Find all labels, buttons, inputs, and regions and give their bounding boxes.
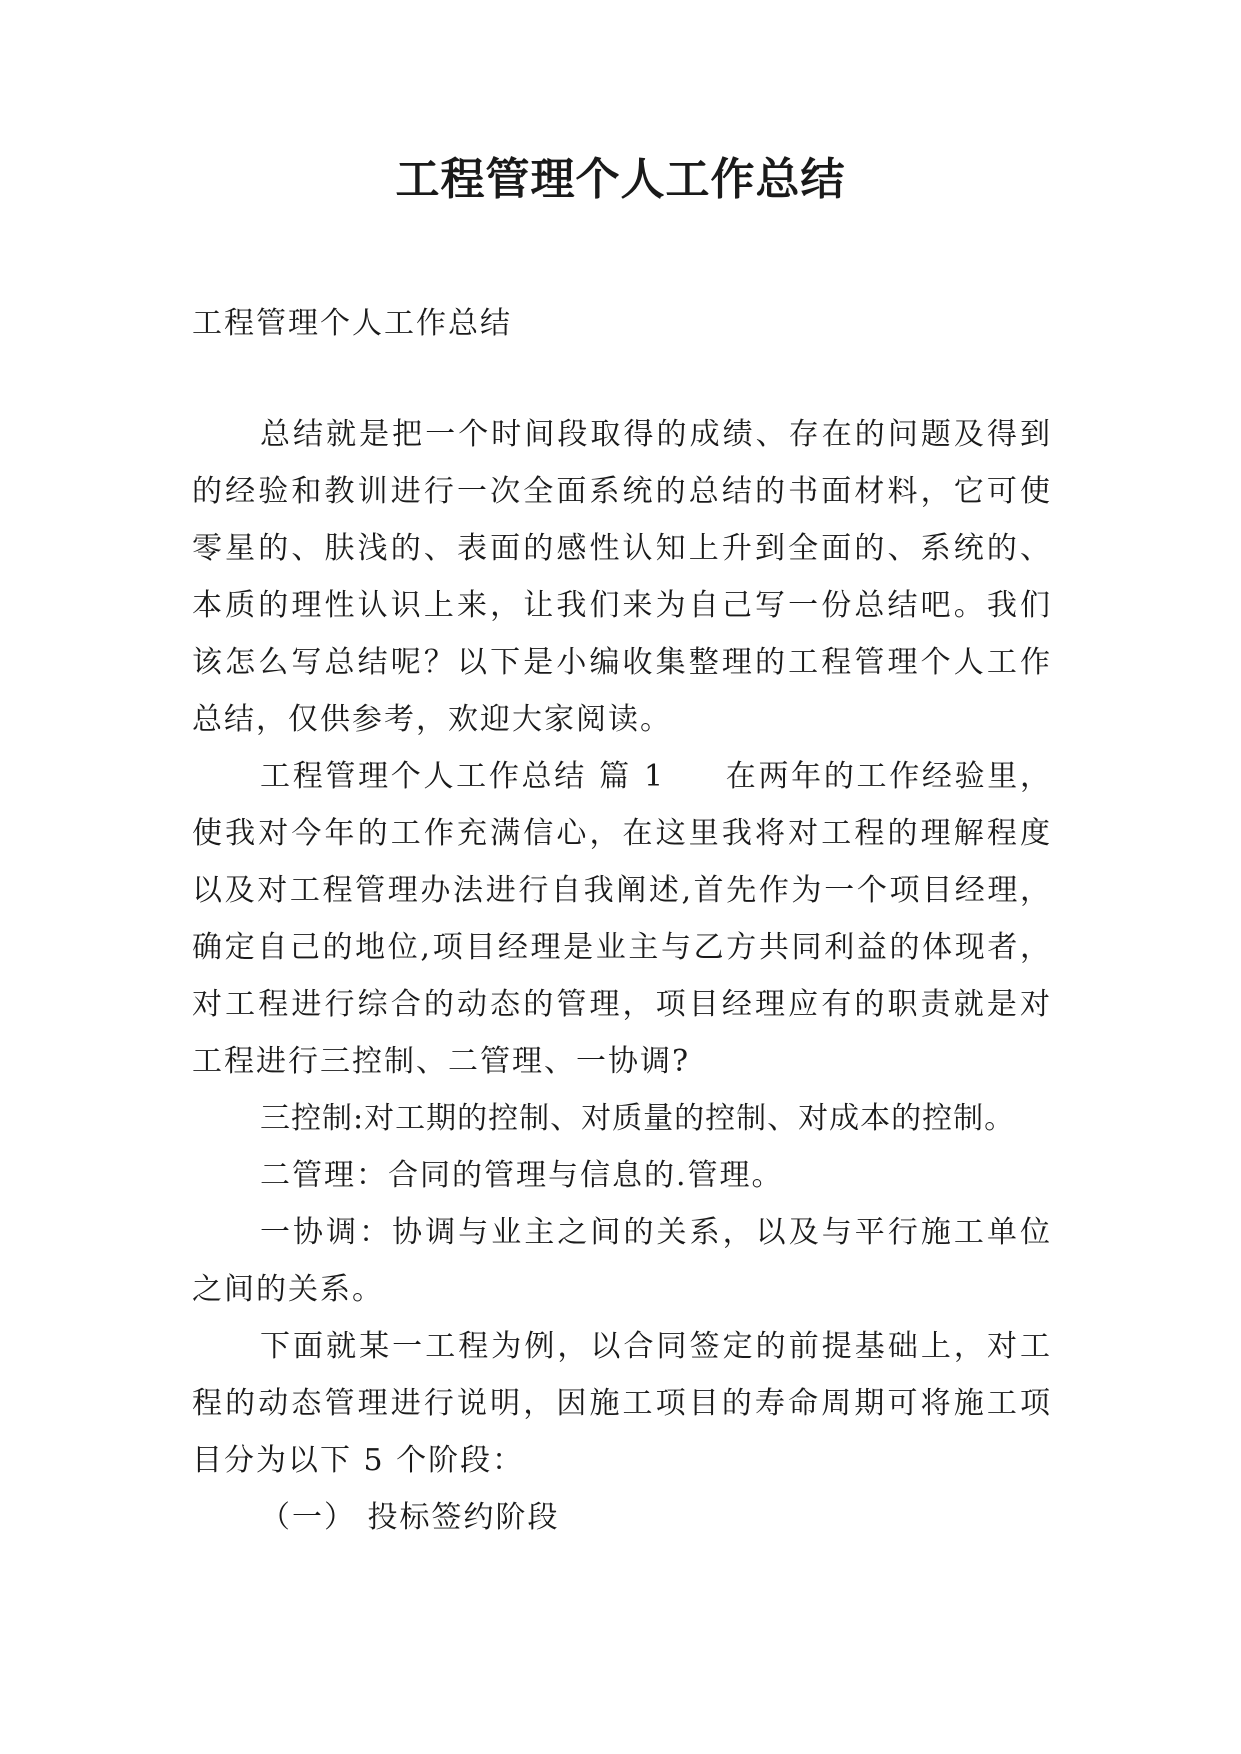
document-body [192,295,1052,1546]
two-managements-paragraph: 二管理：合同的管理与信息的.管理。 [260,1158,784,1193]
example-intro-paragraph: 下面就某一工程为例，以合同签定的前提基础上，对工程的动态管理进行说明，因施工项目的寿命周期可将施工项目分为以下 5 个阶段： [192,1329,1052,1478]
section-paragraph [192,748,1052,1090]
one-coordination-paragraph: 一协调：协调与业主之间的关系，以及与平行施工单位之间的关系。 [192,1215,1052,1307]
document-subtitle: 工程管理个人工作总结 [192,306,512,341]
stage-one-heading: （一） 投标签约阶段 [260,1500,560,1535]
document-title: 工程管理个人工作总结 [395,154,846,205]
section-body: 在两年的工作经验里，使我对今年的工作充满信心，在这里我将对工程的理解程度以及对工程管理办法进行自我阐述,首先作为一个项目经理，确定自己的地位,项目经理是业主与乙方共同利益的体现者，对工程进行综合的动态的管理，项目经理应有的职责就是对工程进行三控制、二管理、一协调? [192,759,1052,1079]
intro-paragraph: 总结就是把一个时间段取得的成绩、存在的问题及得到的经验和教训进行一次全面系统的总结的书面材料，它可使零星的、肤浅的、表面的感性认知上升到全面的、系统的、本质的理性认识上来，让我们来为自己写一份总结吧。我们该怎么写总结呢？以下是小编收集整理的工程管理个人工作总结，仅供参考，欢迎大家阅读。 [192,417,1052,737]
section-heading: 工程管理个人工作总结 篇 1 [260,759,666,794]
three-controls-paragraph: 三控制:对工期的控制、对质量的控制、对成本的控制。 [260,1101,1016,1136]
